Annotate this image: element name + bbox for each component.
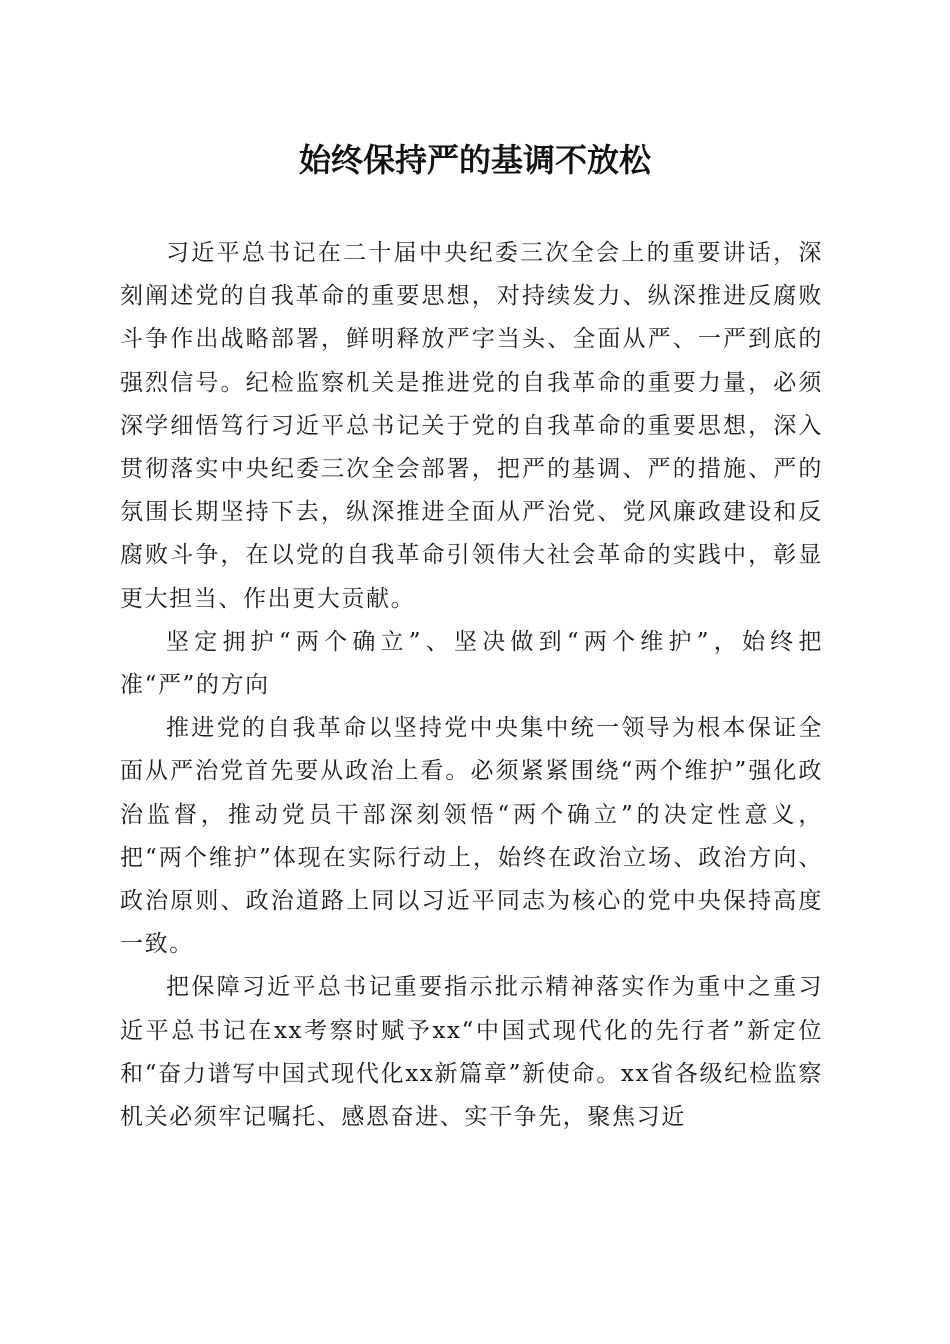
paragraph-intro: 习近平总书记在二十届中央纪委三次全会上的重要讲话，深刻阐述党的自我革命的重要思想，对持续发力、纵深推进反腐败斗争作出战略部署，鲜明释放严字当头、全面从严、一严到底的强烈信号。纪检监察机关是推进党的自我革命的重要力量，必须深学细悟笃行习近平总书记关于党的自我革命的重要思想，深入贯彻落实中央纪委三次全会部署，把严的基调、严的措施、严的氛围长期坚持下去，纵深推进全面从严治党、党风廉政建设和反腐败斗争，在以党的自我革命引领伟大社会革命的实践中，彰显更大担当、作出更大贡献。	[120, 240, 823, 612]
paragraph-political-supervision: 推进党的自我革命以坚持党中央集中统一领导为根本保证全面从严治党首先要从政治上看。必须紧紧围绕“两个维护”强化政治监督，推动党员干部深刻领悟“两个确立”的决定性意义，把“两个维护”体现在实际行动上，始终在政治立场、政治方向、政治原则、政治道路上同以习近平同志为核心的党中央保持高度一致。	[120, 715, 823, 958]
paragraph-section-heading: 坚定拥护“两个确立”、坚决做到“两个维护”，始终把准“严”的方向	[120, 628, 823, 699]
paragraph-instructions-implementation: 把保障习近平总书记重要指示批示精神落实作为重中之重习近平总书记在xx考察时赋予xx“中国式现代化的先行者”新定位和“奋力谱写中国式现代化xx新篇章”新使命。xx省各级纪检监察机关必须牢记嘱托、感恩奋进、实干争先，聚焦习近	[120, 974, 823, 1131]
document-title: 始终保持严的基调不放松	[298, 141, 651, 179]
document-body	[120, 232, 823, 1139]
